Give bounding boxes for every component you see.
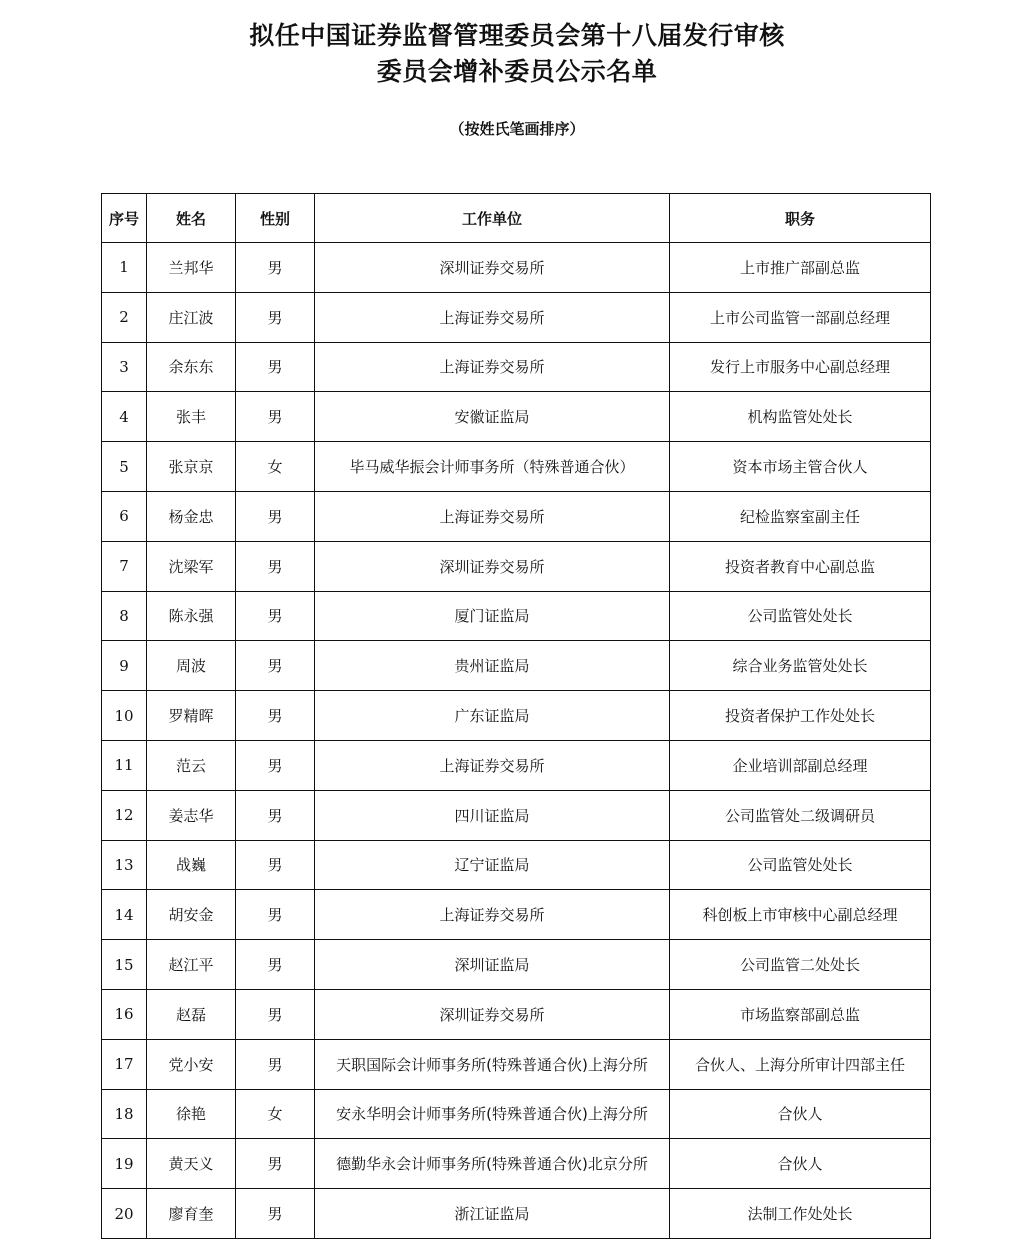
cell-org: 深圳证券交易所 (315, 541, 670, 591)
table-row (102, 1039, 931, 1089)
cell-num: 3 (102, 342, 147, 392)
cell-num: 2 (102, 292, 147, 342)
cell-name: 范云 (147, 740, 236, 790)
cell-gender: 男 (236, 989, 315, 1039)
table-row (102, 292, 931, 342)
cell-gender: 男 (236, 691, 315, 741)
cell-gender: 女 (236, 1089, 315, 1139)
cell-org: 厦门证监局 (315, 591, 670, 641)
cell-num: 8 (102, 591, 147, 641)
cell-org: 四川证监局 (315, 790, 670, 840)
cell-name: 沈梁军 (147, 541, 236, 591)
cell-org: 深圳证券交易所 (315, 243, 670, 293)
cell-org: 上海证券交易所 (315, 740, 670, 790)
table-row (102, 342, 931, 392)
member-roster-table (101, 193, 931, 1239)
cell-name: 杨金忠 (147, 491, 236, 541)
cell-org: 天职国际会计师事务所(特殊普通合伙)上海分所 (315, 1039, 670, 1089)
cell-name: 罗精晖 (147, 691, 236, 741)
cell-position: 发行上市服务中心副总经理 (670, 342, 931, 392)
cell-org: 广东证监局 (315, 691, 670, 741)
cell-gender: 男 (236, 641, 315, 691)
cell-gender: 男 (236, 940, 315, 990)
cell-num: 4 (102, 392, 147, 442)
cell-position: 合伙人 (670, 1089, 931, 1139)
cell-position: 公司监管处二级调研员 (670, 790, 931, 840)
cell-num: 10 (102, 691, 147, 741)
cell-gender: 男 (236, 392, 315, 442)
table-row (102, 491, 931, 541)
cell-num: 9 (102, 641, 147, 691)
table-row (102, 740, 931, 790)
cell-name: 黄天义 (147, 1139, 236, 1189)
cell-name: 党小安 (147, 1039, 236, 1089)
header-position: 职务 (670, 194, 931, 243)
cell-num: 14 (102, 890, 147, 940)
cell-name: 张京京 (147, 442, 236, 492)
cell-gender: 男 (236, 1039, 315, 1089)
cell-gender: 女 (236, 442, 315, 492)
table-row (102, 641, 931, 691)
table-row (102, 541, 931, 591)
table-row (102, 890, 931, 940)
cell-org: 辽宁证监局 (315, 840, 670, 890)
cell-name: 徐艳 (147, 1089, 236, 1139)
cell-num: 12 (102, 790, 147, 840)
cell-position: 科创板上市审核中心副总经理 (670, 890, 931, 940)
cell-name: 陈永强 (147, 591, 236, 641)
table-row (102, 940, 931, 990)
document-title-line-2: 委员会增补委员公示名单 (376, 57, 658, 86)
cell-position: 纪检监察室副主任 (670, 491, 931, 541)
cell-num: 19 (102, 1139, 147, 1189)
table-row (102, 1139, 931, 1189)
cell-position: 市场监察部副总监 (670, 989, 931, 1039)
cell-position: 企业培训部副总经理 (670, 740, 931, 790)
cell-position: 合伙人、上海分所审计四部主任 (670, 1039, 931, 1089)
cell-name: 姜志华 (147, 790, 236, 840)
cell-gender: 男 (236, 790, 315, 840)
cell-num: 20 (102, 1189, 147, 1239)
cell-position: 上市推广部副总监 (670, 243, 931, 293)
cell-gender: 男 (236, 491, 315, 541)
cell-num: 18 (102, 1089, 147, 1139)
cell-num: 17 (102, 1039, 147, 1089)
cell-org: 上海证券交易所 (315, 491, 670, 541)
table-row (102, 591, 931, 641)
table-row (102, 790, 931, 840)
cell-org: 毕马威华振会计师事务所（特殊普通合伙） (315, 442, 670, 492)
header-gender: 性别 (236, 194, 315, 243)
cell-num: 1 (102, 243, 147, 293)
cell-name: 周波 (147, 641, 236, 691)
cell-org: 上海证券交易所 (315, 342, 670, 392)
table-row (102, 392, 931, 442)
table-row (102, 691, 931, 741)
cell-position: 资本市场主管合伙人 (670, 442, 931, 492)
cell-org: 安永华明会计师事务所(特殊普通合伙)上海分所 (315, 1089, 670, 1139)
cell-position: 合伙人 (670, 1139, 931, 1189)
header-num: 序号 (102, 194, 147, 243)
cell-gender: 男 (236, 840, 315, 890)
cell-position: 上市公司监管一部副总经理 (670, 292, 931, 342)
table-row (102, 840, 931, 890)
document-title-line-1: 拟任中国证券监督管理委员会第十八届发行审核 (249, 21, 785, 50)
header-org: 工作单位 (315, 194, 670, 243)
cell-gender: 男 (236, 342, 315, 392)
cell-gender: 男 (236, 292, 315, 342)
cell-org: 贵州证监局 (315, 641, 670, 691)
table-row (102, 989, 931, 1039)
cell-gender: 男 (236, 740, 315, 790)
cell-gender: 男 (236, 541, 315, 591)
cell-name: 余东东 (147, 342, 236, 392)
cell-org: 浙江证监局 (315, 1189, 670, 1239)
cell-org: 德勤华永会计师事务所(特殊普通合伙)北京分所 (315, 1139, 670, 1189)
table-row (102, 1189, 931, 1239)
cell-num: 11 (102, 740, 147, 790)
cell-position: 投资者保护工作处处长 (670, 691, 931, 741)
table-row (102, 243, 931, 293)
cell-name: 廖育奎 (147, 1189, 236, 1239)
cell-position: 法制工作处处长 (670, 1189, 931, 1239)
cell-name: 赵江平 (147, 940, 236, 990)
cell-position: 公司监管处处长 (670, 840, 931, 890)
cell-gender: 男 (236, 243, 315, 293)
cell-position: 投资者教育中心副总监 (670, 541, 931, 591)
table-header-row (102, 194, 931, 243)
cell-name: 战巍 (147, 840, 236, 890)
cell-name: 赵磊 (147, 989, 236, 1039)
cell-num: 13 (102, 840, 147, 890)
cell-org: 安徽证监局 (315, 392, 670, 442)
cell-gender: 男 (236, 890, 315, 940)
cell-name: 张丰 (147, 392, 236, 442)
cell-org: 深圳证券交易所 (315, 989, 670, 1039)
cell-num: 5 (102, 442, 147, 492)
cell-org: 深圳证监局 (315, 940, 670, 990)
cell-position: 综合业务监管处处长 (670, 641, 931, 691)
table-row (102, 442, 931, 492)
cell-name: 兰邦华 (147, 243, 236, 293)
cell-name: 胡安金 (147, 890, 236, 940)
cell-position: 公司监管二处处长 (670, 940, 931, 990)
cell-org: 上海证券交易所 (315, 292, 670, 342)
cell-gender: 男 (236, 1189, 315, 1239)
cell-position: 公司监管处处长 (670, 591, 931, 641)
cell-num: 15 (102, 940, 147, 990)
table-row (102, 1089, 931, 1139)
cell-num: 7 (102, 541, 147, 591)
cell-position: 机构监管处处长 (670, 392, 931, 442)
header-name: 姓名 (147, 194, 236, 243)
cell-num: 6 (102, 491, 147, 541)
cell-gender: 男 (236, 591, 315, 641)
document-subtitle: （按姓氏笔画排序） (449, 120, 585, 138)
cell-org: 上海证券交易所 (315, 890, 670, 940)
table-body (102, 243, 931, 1239)
cell-num: 16 (102, 989, 147, 1039)
cell-gender: 男 (236, 1139, 315, 1189)
cell-name: 庄江波 (147, 292, 236, 342)
